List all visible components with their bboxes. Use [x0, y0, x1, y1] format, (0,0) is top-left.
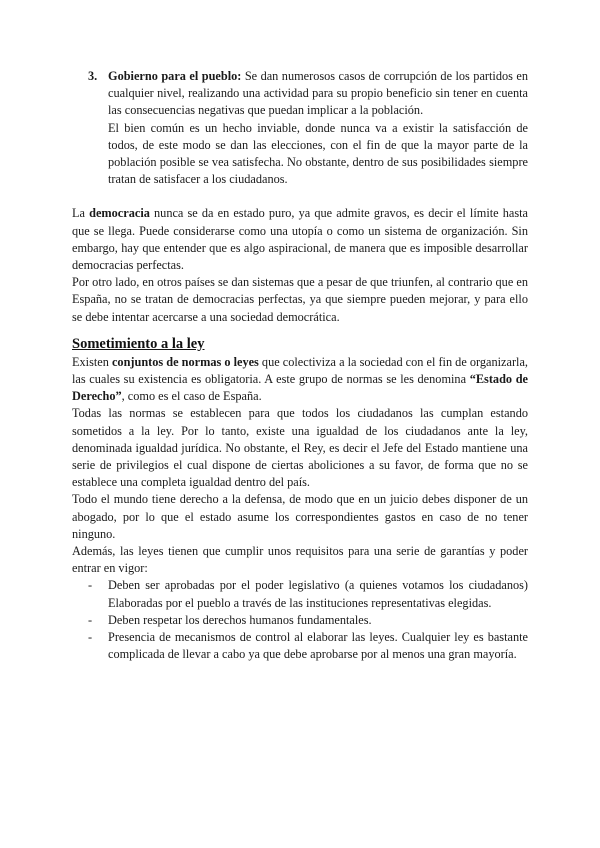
- normas-term: conjuntos de normas o leyes: [111, 354, 259, 369]
- item-3-text: Se dan numerosos casos de corrupción de los partidos en cualquier nivel, realizando una actividad para su propio beneficio sin tener en cuenta las consecuencias negativas que puedan implicar a la población.: [108, 69, 528, 118]
- sometimiento-paragraph-2: Todas las normas se establecen para que todos los ciudadanos las cumplan estando sometidos a la ley. Por lo tanto, existe una igualdad de los ciudadanos ante la ley, denominada igualdad jurídica. No obstante, el Rey, es decir el Jefe del Estado mantiene una serie de privilegios el cual dispone de ciertas aboliciones a su favor, de forma que no se establece una completa igualdad dentro del país.: [72, 406, 528, 490]
- list-item-text: Deben respetar los derechos humanos fundamentales.: [108, 612, 372, 627]
- list-item: [72, 577, 528, 611]
- democracia-paragraph-1: [72, 205, 528, 274]
- list-item: [72, 629, 528, 663]
- document-body: [72, 68, 528, 664]
- sometimiento-paragraph-1: [72, 354, 528, 406]
- list-item-text: Deben ser aprobadas por el poder legislativo (a quienes votamos los ciudadanos) Elaboradas por el pueblo a través de las instituciones representativas elegidas.: [108, 578, 528, 610]
- sometimiento-paragraph-3: Todo el mundo tiene derecho a la defensa, de modo que en un juicio debes disponer de un abogado, por lo que el estado asume los correspondientes gastos en caso de no tener ninguno.: [72, 492, 528, 541]
- estado-derecho-term: “Estado de Derecho”: [72, 372, 528, 404]
- sometimiento-paragraph-4: Además, las leyes tienen que cumplir unos requisitos para una serie de garantías y poder entrar en vigor:: [72, 544, 528, 576]
- section-heading: Sometimiento a la ley: [72, 335, 205, 352]
- list-item: [72, 612, 528, 629]
- text-run: La: [72, 206, 90, 221]
- democracia-term: democracia: [89, 206, 150, 221]
- requirements-list: [72, 577, 528, 663]
- item-3-paragraph-2: El bien común es un hecho inviable, donde nunca va a existir la satisfacción de todos, de este modo se dan las elecciones, con el fin de que la mayor parte de la población posible se vea satisfecha. No obstante, dentro de sus posibilidades siempre tratan de satisfacer a los ciudadanos.: [108, 120, 528, 187]
- democracia-paragraph-2: Por otro lado, en otros países se dan sistemas que a pesar de que triunfen, al contrario que en España, no se tratan de democracias perfectas, ya que siempre pueden mejorar, y para ello se debe intentar acercarse a una sociedad democrática.: [72, 275, 528, 324]
- text-run: Existen: [72, 354, 112, 369]
- text-run: , como es el caso de España.: [121, 389, 262, 404]
- text-run: que colectiviza a la sociedad con el fin de organizarla, las cuales su existencia es obligatoria. A este grupo de normas se les denomina: [72, 354, 529, 387]
- item-3-title: Gobierno para el pueblo:: [108, 69, 242, 83]
- item-3-paragraph: [108, 68, 528, 120]
- dash-marker: -: [88, 578, 93, 593]
- text-run: nunca se da en estado puro, ya que admite gravos, es decir el límite hasta que se llega. Puede considerarse como una utopía o como un sistema de organización. Sin embargo, hay que entender que es algo aspiracional, de manera que es imposible desarrollar democracias perfectas.: [72, 206, 529, 273]
- dash-marker: -: [88, 612, 93, 627]
- list-item-text: Presencia de mecanismos de control al elaborar las leyes. Cualquier ley es bastante complicada de llevar a cabo ya que debe aprobarse por al menos una gran mayoría.: [108, 630, 528, 662]
- numbered-item-3: [72, 68, 528, 188]
- item-number: 3.: [88, 69, 98, 83]
- dash-marker: -: [88, 630, 93, 645]
